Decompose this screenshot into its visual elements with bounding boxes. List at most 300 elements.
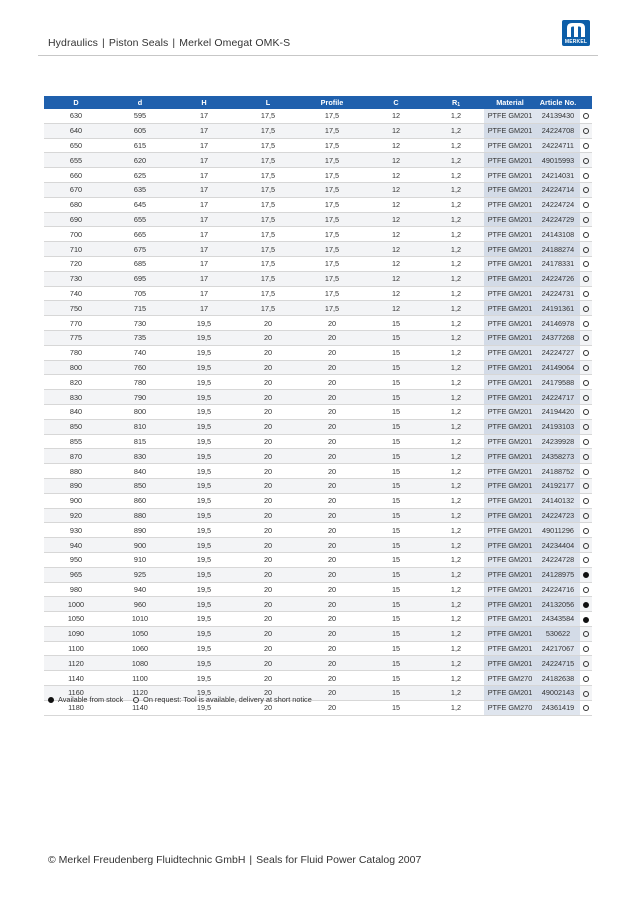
cell-d: 1060 [108, 641, 172, 656]
cell-profile: 17,5 [300, 212, 364, 227]
cell-availability [580, 508, 592, 523]
cell-C: 15 [364, 686, 428, 701]
cell-availability [580, 316, 592, 331]
cell-availability [580, 212, 592, 227]
cell-L: 17,5 [236, 286, 300, 301]
breadcrumb-item-product: Merkel Omegat OMK-S [179, 37, 291, 49]
cell-R1: 1,2 [428, 552, 484, 567]
cell-profile: 20 [300, 419, 364, 434]
open-circle-icon [583, 498, 589, 504]
cell-R1: 1,2 [428, 419, 484, 434]
cell-L: 17,5 [236, 153, 300, 168]
cell-d: 1100 [108, 671, 172, 686]
column-header-R-text: R [451, 97, 458, 107]
cell-L: 20 [236, 641, 300, 656]
cell-article-no: 24358273 [536, 449, 580, 464]
open-circle-icon [583, 557, 589, 563]
cell-article-no: 24224723 [536, 508, 580, 523]
cell-material: PTFE GM201 [484, 523, 536, 538]
cell-material: PTFE GM201 [484, 567, 536, 582]
cell-C: 15 [364, 656, 428, 671]
cell-article-no: 24188752 [536, 464, 580, 479]
cell-C: 15 [364, 449, 428, 464]
cell-L: 20 [236, 523, 300, 538]
cell-profile: 20 [300, 626, 364, 641]
cell-material: PTFE GM201 [484, 182, 536, 197]
table-row [44, 434, 592, 449]
cell-C: 15 [364, 508, 428, 523]
open-circle-icon [583, 646, 589, 652]
cell-availability [580, 301, 592, 316]
column-header-d: d [108, 96, 172, 109]
cell-profile: 17,5 [300, 286, 364, 301]
cell-profile: 20 [300, 552, 364, 567]
cell-R1: 1,2 [428, 138, 484, 153]
column-header-H: H [172, 96, 236, 109]
cell-article-no: 24361419 [536, 700, 580, 715]
cell-article-no: 24128975 [536, 567, 580, 582]
cell-d: 695 [108, 271, 172, 286]
cell-d: 1120 [108, 686, 172, 701]
cell-H: 17 [172, 227, 236, 242]
cell-material: PTFE GM201 [484, 360, 536, 375]
cell-availability [580, 538, 592, 553]
cell-R1: 1,2 [428, 686, 484, 701]
cell-C: 12 [364, 301, 428, 316]
cell-article-no: 24192177 [536, 478, 580, 493]
cell-R1: 1,2 [428, 478, 484, 493]
table-row [44, 227, 592, 242]
open-circle-icon [583, 705, 589, 711]
cell-L: 20 [236, 360, 300, 375]
table-header-row [44, 96, 592, 109]
cell-availability [580, 182, 592, 197]
cell-D: 690 [44, 212, 108, 227]
cell-L: 20 [236, 464, 300, 479]
cell-profile: 17,5 [300, 109, 364, 123]
cell-d: 645 [108, 197, 172, 212]
cell-profile: 17,5 [300, 153, 364, 168]
cell-D: 900 [44, 493, 108, 508]
cell-profile: 20 [300, 700, 364, 715]
table-row [44, 138, 592, 153]
cell-profile: 20 [300, 656, 364, 671]
cell-R1: 1,2 [428, 168, 484, 183]
cell-L: 17,5 [236, 242, 300, 257]
cell-availability [580, 641, 592, 656]
cell-availability [580, 671, 592, 686]
open-circle-icon [583, 113, 589, 119]
breadcrumb-item-hydraulics: Hydraulics [48, 37, 99, 49]
cell-article-no: 49015993 [536, 153, 580, 168]
cell-material: PTFE GM201 [484, 612, 536, 627]
cell-material: PTFE GM201 [484, 345, 536, 360]
cell-material: PTFE GM201 [484, 449, 536, 464]
cell-L: 20 [236, 316, 300, 331]
cell-C: 15 [364, 316, 428, 331]
cell-L: 20 [236, 567, 300, 582]
cell-d: 760 [108, 360, 172, 375]
cell-H: 19,5 [172, 508, 236, 523]
cell-material: PTFE GM201 [484, 493, 536, 508]
cell-D: 670 [44, 182, 108, 197]
table-row [44, 656, 592, 671]
logo-wordmark: MERKEL [564, 39, 588, 45]
cell-d: 880 [108, 508, 172, 523]
cell-R1: 1,2 [428, 626, 484, 641]
open-circle-icon [583, 587, 589, 593]
cell-C: 12 [364, 182, 428, 197]
cell-material: PTFE GM201 [484, 508, 536, 523]
cell-article-no: 24132056 [536, 597, 580, 612]
cell-R1: 1,2 [428, 700, 484, 715]
open-circle-icon [583, 483, 589, 489]
cell-profile: 20 [300, 390, 364, 405]
open-circle-icon [583, 424, 589, 430]
cell-L: 20 [236, 434, 300, 449]
cell-C: 12 [364, 227, 428, 242]
cell-L: 17,5 [236, 109, 300, 123]
table-row [44, 182, 592, 197]
table-row [44, 168, 592, 183]
cell-C: 12 [364, 197, 428, 212]
cell-R1: 1,2 [428, 449, 484, 464]
cell-profile: 20 [300, 671, 364, 686]
table-row [44, 271, 592, 286]
cell-availability [580, 419, 592, 434]
cell-H: 17 [172, 138, 236, 153]
cell-profile: 20 [300, 434, 364, 449]
column-header-profile: Profile [300, 96, 364, 109]
cell-L: 20 [236, 671, 300, 686]
cell-availability [580, 197, 592, 212]
cell-availability [580, 434, 592, 449]
table-row [44, 197, 592, 212]
cell-d: 900 [108, 538, 172, 553]
table-row [44, 582, 592, 597]
cell-D: 870 [44, 449, 108, 464]
cell-material: PTFE GM201 [484, 109, 536, 123]
cell-L: 17,5 [236, 301, 300, 316]
cell-d: 815 [108, 434, 172, 449]
cell-availability [580, 686, 592, 701]
cell-R1: 1,2 [428, 434, 484, 449]
cell-d: 830 [108, 449, 172, 464]
cell-article-no: 24140132 [536, 493, 580, 508]
table-row [44, 286, 592, 301]
cell-D: 740 [44, 286, 108, 301]
cell-C: 15 [364, 390, 428, 405]
cell-profile: 20 [300, 538, 364, 553]
page-footer [48, 854, 421, 866]
cell-C: 15 [364, 612, 428, 627]
table-body [44, 109, 592, 715]
open-circle-icon [583, 350, 589, 356]
cell-L: 20 [236, 656, 300, 671]
cell-D: 950 [44, 552, 108, 567]
cell-profile: 20 [300, 567, 364, 582]
cell-availability [580, 330, 592, 345]
cell-material: PTFE GM201 [484, 478, 536, 493]
cell-H: 17 [172, 168, 236, 183]
cell-R1: 1,2 [428, 286, 484, 301]
cell-D: 640 [44, 123, 108, 138]
cell-L: 20 [236, 612, 300, 627]
cell-profile: 20 [300, 493, 364, 508]
cell-C: 15 [364, 523, 428, 538]
column-header-C: C [364, 96, 428, 109]
cell-R1: 1,2 [428, 641, 484, 656]
cell-article-no: 49011296 [536, 523, 580, 538]
cell-availability [580, 404, 592, 419]
cell-profile: 20 [300, 345, 364, 360]
cell-article-no: 24224711 [536, 138, 580, 153]
cell-D: 680 [44, 197, 108, 212]
cell-availability [580, 286, 592, 301]
cell-material: PTFE GM201 [484, 641, 536, 656]
cell-d: 685 [108, 256, 172, 271]
cell-d: 860 [108, 493, 172, 508]
cell-C: 15 [364, 567, 428, 582]
cell-L: 17,5 [236, 197, 300, 212]
cell-material: PTFE GM201 [484, 375, 536, 390]
cell-D: 855 [44, 434, 108, 449]
cell-R1: 1,2 [428, 671, 484, 686]
cell-profile: 20 [300, 612, 364, 627]
cell-material: PTFE GM201 [484, 597, 536, 612]
cell-article-no: 24139430 [536, 109, 580, 123]
cell-H: 19,5 [172, 641, 236, 656]
cell-L: 17,5 [236, 227, 300, 242]
open-circle-icon [583, 691, 589, 697]
cell-H: 17 [172, 301, 236, 316]
cell-D: 1050 [44, 612, 108, 627]
table-row [44, 523, 592, 538]
cell-L: 20 [236, 375, 300, 390]
cell-D: 710 [44, 242, 108, 257]
cell-profile: 17,5 [300, 271, 364, 286]
open-circle-icon [583, 321, 589, 327]
cell-profile: 17,5 [300, 242, 364, 257]
table-row [44, 449, 592, 464]
cell-d: 715 [108, 301, 172, 316]
cell-material: PTFE GM201 [484, 330, 536, 345]
cell-D: 1100 [44, 641, 108, 656]
cell-D: 850 [44, 419, 108, 434]
cell-H: 17 [172, 286, 236, 301]
cell-R1: 1,2 [428, 582, 484, 597]
cell-L: 20 [236, 449, 300, 464]
cell-material: PTFE GM201 [484, 301, 536, 316]
cell-H: 17 [172, 242, 236, 257]
cell-availability [580, 138, 592, 153]
cell-profile: 20 [300, 523, 364, 538]
cell-material: PTFE GM270 [484, 671, 536, 686]
filled-circle-icon [48, 697, 54, 703]
table-row [44, 552, 592, 567]
cell-availability [580, 700, 592, 715]
cell-R1: 1,2 [428, 242, 484, 257]
cell-profile: 17,5 [300, 168, 364, 183]
table-row [44, 109, 592, 123]
cell-H: 19,5 [172, 700, 236, 715]
cell-d: 925 [108, 567, 172, 582]
cell-L: 20 [236, 404, 300, 419]
cell-D: 1090 [44, 626, 108, 641]
cell-D: 920 [44, 508, 108, 523]
cell-H: 17 [172, 212, 236, 227]
cell-d: 605 [108, 123, 172, 138]
open-circle-icon [583, 261, 589, 267]
cell-article-no: 24182638 [536, 671, 580, 686]
cell-C: 12 [364, 168, 428, 183]
cell-d: 790 [108, 390, 172, 405]
cell-R1: 1,2 [428, 109, 484, 123]
cell-C: 15 [364, 626, 428, 641]
cell-L: 17,5 [236, 182, 300, 197]
cell-H: 19,5 [172, 567, 236, 582]
cell-C: 12 [364, 138, 428, 153]
cell-H: 19,5 [172, 686, 236, 701]
cell-d: 780 [108, 375, 172, 390]
cell-C: 15 [364, 582, 428, 597]
cell-material: PTFE GM201 [484, 419, 536, 434]
cell-H: 17 [172, 197, 236, 212]
cell-D: 720 [44, 256, 108, 271]
cell-D: 650 [44, 138, 108, 153]
cell-C: 12 [364, 212, 428, 227]
cell-material: PTFE GM201 [484, 464, 536, 479]
cell-profile: 20 [300, 582, 364, 597]
cell-H: 19,5 [172, 582, 236, 597]
cell-R1: 1,2 [428, 212, 484, 227]
cell-R1: 1,2 [428, 227, 484, 242]
cell-availability [580, 582, 592, 597]
filled-circle-icon [583, 602, 589, 608]
cell-d: 705 [108, 286, 172, 301]
cell-H: 19,5 [172, 360, 236, 375]
cell-C: 15 [364, 641, 428, 656]
cell-C: 15 [364, 330, 428, 345]
cell-C: 15 [364, 671, 428, 686]
cell-profile: 20 [300, 478, 364, 493]
cell-material: PTFE GM201 [484, 153, 536, 168]
cell-material: PTFE GM201 [484, 256, 536, 271]
cell-L: 20 [236, 582, 300, 597]
cell-d: 735 [108, 330, 172, 345]
cell-material: PTFE GM201 [484, 138, 536, 153]
cell-article-no: 24179588 [536, 375, 580, 390]
cell-D: 700 [44, 227, 108, 242]
cell-d: 910 [108, 552, 172, 567]
cell-d: 960 [108, 597, 172, 612]
availability-legend [48, 695, 322, 704]
table-row [44, 123, 592, 138]
cell-D: 930 [44, 523, 108, 538]
cell-D: 965 [44, 567, 108, 582]
open-circle-icon [583, 335, 589, 341]
cell-C: 15 [364, 419, 428, 434]
cell-R1: 1,2 [428, 271, 484, 286]
open-circle-icon [583, 202, 589, 208]
cell-article-no: 530622 [536, 626, 580, 641]
cell-d: 850 [108, 478, 172, 493]
cell-material: PTFE GM201 [484, 656, 536, 671]
cell-availability [580, 271, 592, 286]
cell-d: 655 [108, 212, 172, 227]
column-header-D: D [44, 96, 108, 109]
cell-availability [580, 153, 592, 168]
table-row [44, 419, 592, 434]
table-row [44, 612, 592, 627]
cell-article-no: 24224717 [536, 390, 580, 405]
cell-L: 20 [236, 597, 300, 612]
cell-d: 1140 [108, 700, 172, 715]
cell-profile: 17,5 [300, 182, 364, 197]
cell-profile: 20 [300, 641, 364, 656]
cell-article-no: 24224727 [536, 345, 580, 360]
cell-H: 19,5 [172, 597, 236, 612]
cell-material: PTFE GM201 [484, 582, 536, 597]
cell-availability [580, 123, 592, 138]
cell-profile: 20 [300, 464, 364, 479]
cell-C: 15 [364, 360, 428, 375]
cell-L: 17,5 [236, 212, 300, 227]
cell-D: 1180 [44, 700, 108, 715]
table-row [44, 256, 592, 271]
cell-H: 17 [172, 123, 236, 138]
cell-availability [580, 478, 592, 493]
cell-material: PTFE GM201 [484, 316, 536, 331]
cell-d: 595 [108, 109, 172, 123]
table-row [44, 538, 592, 553]
cell-article-no: 24191361 [536, 301, 580, 316]
cell-H: 19,5 [172, 390, 236, 405]
cell-d: 940 [108, 582, 172, 597]
cell-profile: 17,5 [300, 197, 364, 212]
cell-D: 820 [44, 375, 108, 390]
cell-availability [580, 612, 592, 627]
merkel-logo-mark-icon [565, 22, 587, 38]
open-circle-icon [133, 697, 139, 703]
cell-R1: 1,2 [428, 123, 484, 138]
cell-availability [580, 523, 592, 538]
cell-D: 830 [44, 390, 108, 405]
cell-profile: 17,5 [300, 301, 364, 316]
table-row [44, 567, 592, 582]
cell-R1: 1,2 [428, 301, 484, 316]
cell-article-no: 24193103 [536, 419, 580, 434]
cell-profile: 20 [300, 330, 364, 345]
cell-H: 19,5 [172, 523, 236, 538]
table-row [44, 316, 592, 331]
cell-H: 19,5 [172, 493, 236, 508]
cell-D: 660 [44, 168, 108, 183]
cell-article-no: 24234404 [536, 538, 580, 553]
cell-profile: 20 [300, 404, 364, 419]
open-circle-icon [583, 454, 589, 460]
cell-D: 800 [44, 360, 108, 375]
cell-L: 17,5 [236, 168, 300, 183]
cell-article-no: 24224726 [536, 271, 580, 286]
cell-L: 20 [236, 345, 300, 360]
open-circle-icon [583, 380, 589, 386]
cell-R1: 1,2 [428, 508, 484, 523]
table-row [44, 464, 592, 479]
cell-profile: 20 [300, 686, 364, 701]
cell-R1: 1,2 [428, 360, 484, 375]
cell-R1: 1,2 [428, 404, 484, 419]
